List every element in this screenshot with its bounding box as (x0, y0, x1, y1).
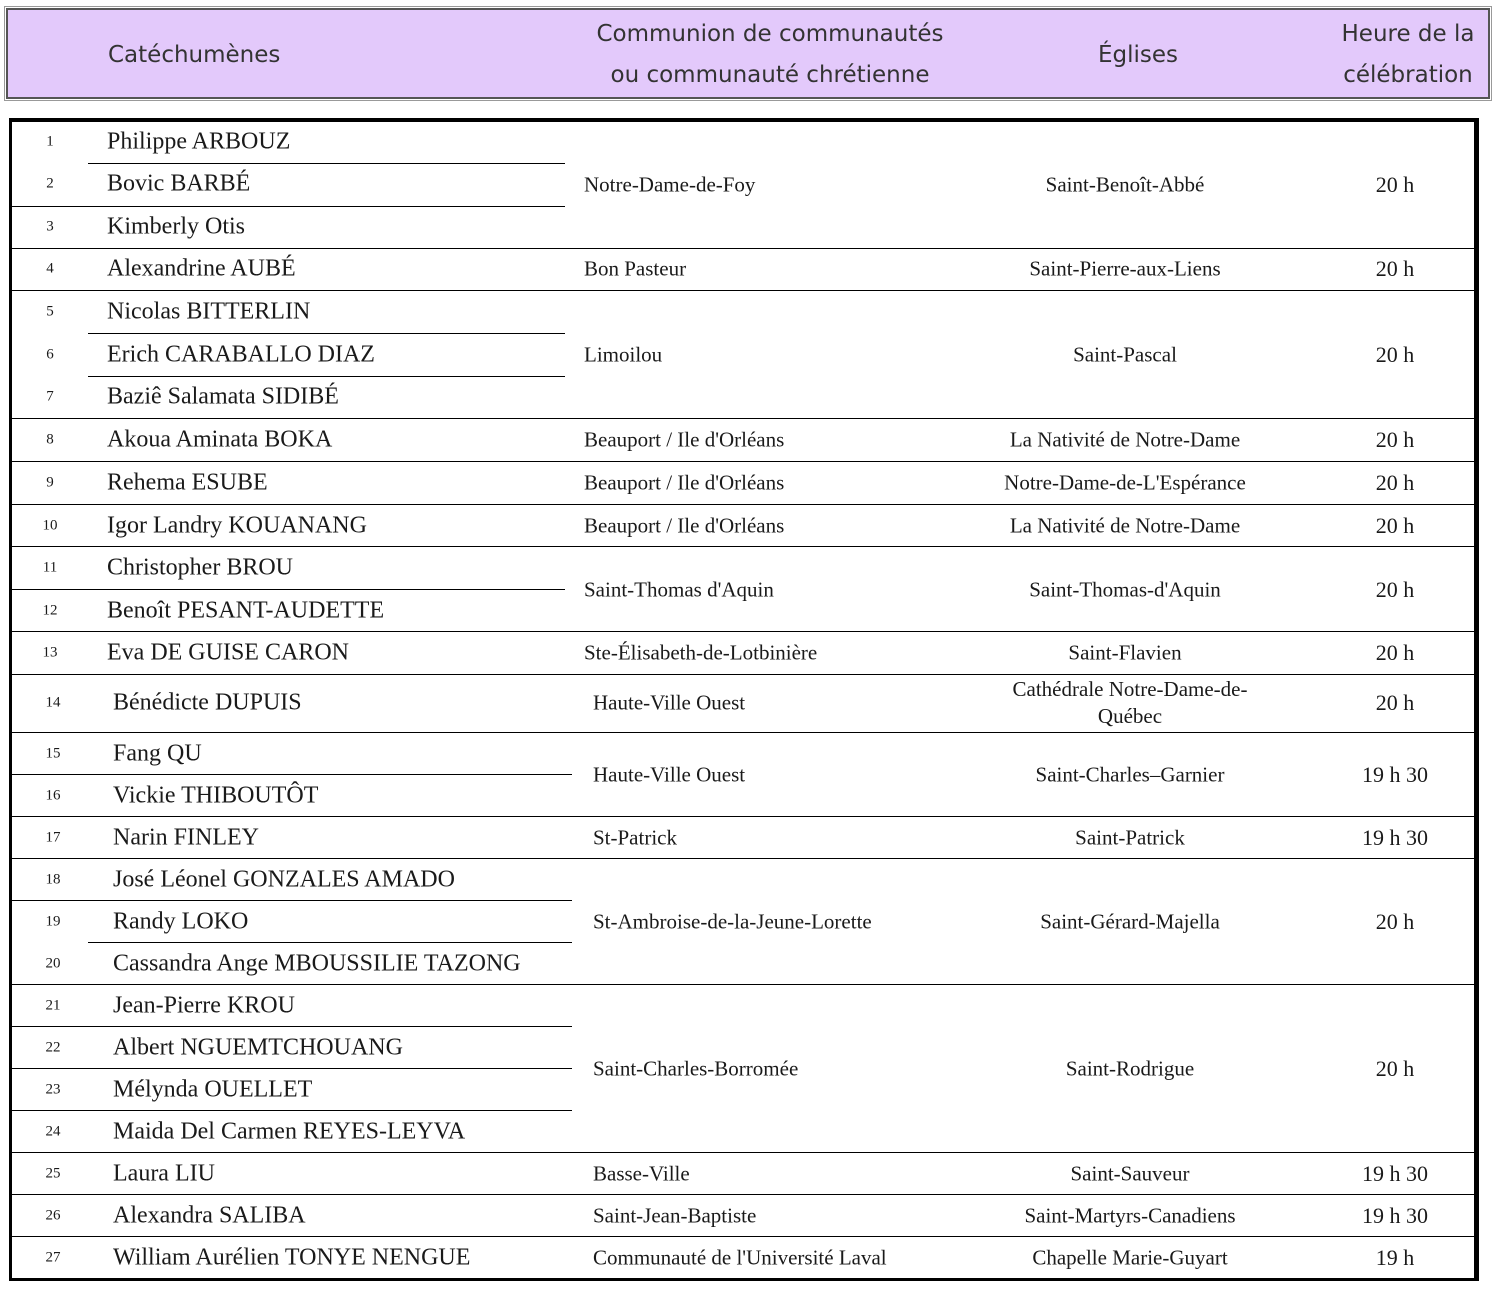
row-number: 14 (45, 694, 61, 711)
row-number: 11 (42, 559, 58, 576)
header-catechumenes: Catéchumènes (108, 42, 281, 68)
row-divider (12, 418, 1475, 419)
row-divider (12, 589, 565, 590)
communion-cell: Haute-Ville Ouest (593, 762, 746, 787)
header-communion-line1: Communion de communautés (596, 21, 944, 47)
row-number: 9 (46, 474, 54, 491)
catechumen-name: Randy LOKO (113, 908, 249, 935)
eglise-cell: Notre-Dame-de-L'Espérance (1004, 470, 1246, 495)
row-divider (12, 1236, 1475, 1237)
eglise-cell: La Nativité de Notre-Dame (1009, 427, 1241, 452)
catechumen-name: Eva DE GUISE CARON (107, 639, 349, 666)
row-divider (12, 290, 565, 291)
communion-cell: Bon Pasteur (584, 256, 687, 281)
eglise-cell: Saint-Gérard-Majella (1040, 909, 1220, 934)
row-divider (12, 858, 1475, 859)
header-communion (578, 14, 962, 96)
heure-cell: 19 h 30 (1362, 762, 1428, 787)
eglise-cell: Saint-Sauveur (1070, 1161, 1190, 1186)
eglise-cell: Saint-Charles–Garnier (1035, 762, 1225, 787)
row-number: 17 (45, 829, 61, 846)
heure-cell: 20 h (1375, 171, 1415, 197)
row-number: 15 (45, 745, 61, 762)
heure-cell: 19 h 30 (1362, 1161, 1428, 1186)
catechumen-name: Cassandra Ange MBOUSSILIE TAZONG (113, 950, 521, 977)
communion-cell: Saint-Charles-Borromée (593, 1056, 799, 1081)
catechumen-name: Laura LIU (113, 1160, 215, 1187)
eglise-cell: Saint-Martyrs-Canadiens (1024, 1203, 1236, 1228)
catechumen-name: Kimberly Otis (107, 213, 245, 240)
row-number: 25 (45, 1165, 61, 1182)
row-divider (12, 206, 565, 207)
row-divider (88, 163, 565, 164)
communion-cell: Beauport / Ile d'Orléans (584, 470, 785, 495)
eglise-cell: Saint-Flavien (1068, 640, 1182, 665)
catechumen-name: Rehema ESUBE (107, 469, 268, 496)
row-number: 24 (45, 1123, 61, 1140)
heure-cell: 20 h (1375, 909, 1415, 934)
row-number: 2 (46, 175, 54, 192)
catechumen-name: Mélynda OUELLET (113, 1076, 313, 1103)
row-divider (12, 1110, 572, 1111)
row-divider (88, 333, 565, 334)
row-number: 23 (45, 1081, 61, 1098)
eglise-cell: Saint-Benoît-Abbé (1045, 172, 1205, 196)
catechumen-name: Albert NGUEMTCHOUANG (113, 1034, 403, 1061)
eglise-cell: Saint-Pascal (1073, 342, 1177, 366)
communion-cell: Limoilou (584, 342, 663, 366)
catechumen-name: Christopher BROU (107, 554, 293, 581)
row-number: 19 (45, 913, 61, 930)
row-number: 12 (42, 602, 58, 619)
row-divider (12, 248, 1475, 249)
heure-cell: 19 h (1375, 1245, 1415, 1270)
row-divider (12, 984, 1475, 985)
catechumen-name: Baziê Salamata SIDIBÉ (107, 383, 339, 410)
catechumen-name: Bovic BARBÉ (107, 170, 251, 197)
header-communion-line2: ou communauté chrétienne (610, 62, 930, 88)
row-number: 18 (45, 871, 61, 888)
catechumen-name: Maida Del Carmen REYES-LEYVA (113, 1118, 466, 1145)
communion-cell: St-Ambroise-de-la-Jeune-Lorette (593, 909, 872, 934)
row-divider (12, 1152, 1475, 1153)
heure-cell: 20 h (1375, 576, 1415, 602)
row-number: 1 (46, 133, 54, 150)
row-number: 21 (45, 997, 61, 1014)
communion-cell: Saint-Thomas d'Aquin (584, 577, 774, 601)
heure-cell: 20 h (1375, 690, 1415, 715)
heure-cell: 19 h 30 (1362, 1203, 1428, 1228)
row-divider (12, 1026, 572, 1027)
catechumen-name: William Aurélien TONYE NENGUE (113, 1244, 471, 1271)
catechumen-name: José Léonel GONZALES AMADO (113, 866, 455, 893)
row-number: 22 (45, 1039, 61, 1056)
heure-cell: 20 h (1375, 1056, 1415, 1081)
row-divider (12, 461, 1475, 462)
heure-cell: 20 h (1375, 513, 1415, 538)
catechumen-name: Fang QU (113, 740, 202, 767)
row-number: 7 (46, 388, 54, 405)
row-divider (12, 631, 1475, 632)
communion-cell: Ste-Élisabeth-de-Lotbinière (584, 640, 818, 665)
heure-cell: 20 h (1375, 427, 1415, 452)
row-number: 20 (45, 955, 61, 972)
eglise-cell: Saint-Rodrigue (1065, 1056, 1195, 1081)
communion-cell: Saint-Jean-Baptiste (593, 1203, 757, 1228)
row-number: 4 (46, 260, 54, 277)
heure-cell: 20 h (1375, 470, 1415, 495)
catechumen-name: Benoît PESANT-AUDETTE (107, 597, 385, 624)
row-number: 5 (46, 303, 54, 320)
heure-cell: 20 h (1375, 341, 1415, 367)
heure-cell: 19 h 30 (1362, 825, 1428, 850)
row-number: 13 (42, 644, 58, 661)
row-divider (12, 504, 1475, 505)
row-divider (12, 774, 572, 775)
row-divider (12, 900, 572, 901)
row-divider (12, 546, 1475, 547)
catechumen-name: Erich CARABALLO DIAZ (107, 341, 375, 368)
communion-cell: St-Patrick (593, 825, 677, 850)
communion-cell: Notre-Dame-de-Foy (584, 172, 756, 196)
row-divider (88, 942, 572, 943)
communion-cell: Communauté de l'Université Laval (593, 1245, 887, 1270)
row-number: 16 (45, 787, 61, 804)
eglise-cell: Saint-Patrick (1075, 825, 1185, 850)
communion-cell: Beauport / Ile d'Orléans (584, 427, 785, 452)
row-divider (12, 732, 1475, 733)
row-divider (12, 1194, 1475, 1195)
eglise-cell: La Nativité de Notre-Dame (1009, 513, 1241, 538)
row-number: 8 (46, 431, 54, 448)
catechumen-name: Akoua Aminata BOKA (107, 426, 333, 453)
header-heure-line1: Heure de la (1341, 21, 1475, 47)
row-divider (565, 290, 1475, 291)
catechumen-name: Philippe ARBOUZ (107, 128, 291, 155)
catechumen-name: Nicolas BITTERLIN (107, 298, 311, 325)
catechumen-name: Narin FINLEY (113, 824, 259, 851)
communion-cell: Beauport / Ile d'Orléans (584, 513, 785, 538)
row-number: 10 (42, 517, 58, 534)
row-divider (12, 816, 1475, 817)
communion-cell: Haute-Ville Ouest (593, 690, 746, 715)
header-eglises: Églises (1097, 42, 1179, 68)
row-number: 26 (45, 1207, 61, 1224)
communion-cell: Basse-Ville (593, 1161, 690, 1186)
eglise-cell: Cathédrale Notre-Dame-de-Québec (1012, 677, 1248, 728)
table-header (6, 8, 1490, 99)
catechumen-name: Bénédicte DUPUIS (113, 689, 302, 716)
row-divider (12, 674, 1475, 675)
row-divider (12, 1068, 572, 1069)
row-number: 27 (45, 1249, 61, 1266)
row-divider (88, 376, 565, 377)
catechumen-name: Vickie THIBOUTÔT (113, 782, 319, 809)
header-heure-line2: célébration (1343, 62, 1473, 88)
header-heure (1333, 14, 1483, 96)
catechumen-name: Igor Landry KOUANANG (107, 512, 367, 539)
row-number: 3 (46, 218, 54, 235)
catechumen-name: Jean-Pierre KROU (113, 992, 295, 1019)
eglise-cell: Saint-Pierre-aux-Liens (1029, 256, 1221, 281)
eglise-cell: Chapelle Marie-Guyart (1032, 1245, 1228, 1270)
catechumen-name: Alexandra SALIBA (113, 1202, 306, 1229)
eglise-cell: Saint-Thomas-d'Aquin (1029, 577, 1221, 601)
heure-cell: 20 h (1375, 640, 1415, 665)
catechumen-name: Alexandrine AUBÉ (107, 255, 296, 282)
row-number: 6 (46, 346, 54, 363)
heure-cell: 20 h (1375, 256, 1415, 281)
catechumens-table (9, 118, 1479, 1281)
